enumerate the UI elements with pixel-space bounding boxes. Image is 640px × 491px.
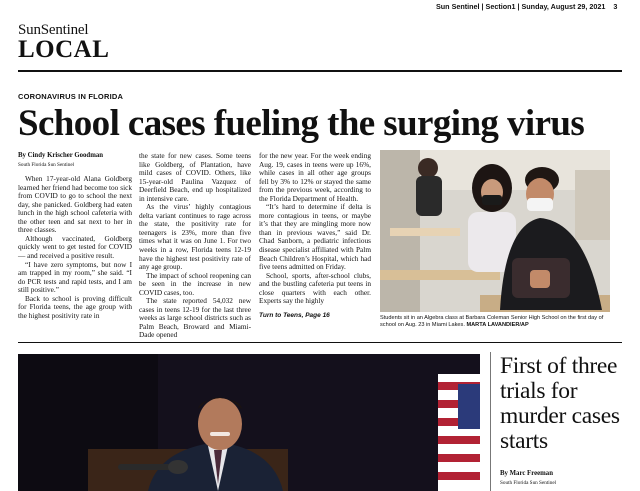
photo-caption xyxy=(380,315,612,329)
classroom-photo xyxy=(380,150,610,312)
caption-text: Students sit in an Algebra class at Barbara Coleman Senior High School on the first day of school on Aug. 23 in Miami Lakes. xyxy=(380,315,604,328)
paragraph: As the virus’ highly contagious delta variant continues to rage across the state, the positivity rate for teenagers is 23%, more than five times what it was on June 1. For two weeks in a row, Florida teens 12-19 have the highest test positivity rate of any age group. xyxy=(139,202,251,272)
story-kicker: CORONAVIRUS IN FLORIDA xyxy=(18,92,124,101)
paragraph: School, sports, after-school clubs, and the bustling cafeteria put teens in close quarters with each other. Experts say the highly xyxy=(259,270,371,306)
paragraph: The state reported 54,032 new cases in teens 12-19 for the last three weeks as large school districts such as Palm Beach, Broward and Miami-Dade opened xyxy=(139,296,251,340)
masthead-line xyxy=(436,2,617,11)
courtroom-photo xyxy=(18,354,480,491)
second-byline: By Marc Freeman xyxy=(500,470,553,477)
byline-outlet: South Florida Sun Sentinel xyxy=(18,161,75,168)
page-number: 3 xyxy=(613,2,618,11)
paragraph: Although vaccinated, Goldberg quickly went to get tested for COVID — and received a positive result. xyxy=(18,233,132,261)
second-headline[interactable]: First of three trials for murder cases starts xyxy=(500,353,620,454)
paragraph: for the new year. For the week ending Aug. 19, cases in teens were up 16%, while cases in all other age groups fell by 3% to 12% or stayed the same from the previous week, according to the Florida Department of Health. xyxy=(259,151,371,203)
paragraph: The impact of school reopening can be seen in the increase in new COVID cases, too. xyxy=(139,270,251,297)
photo-credit: MARTA LAVANDIER/AP xyxy=(466,322,529,328)
section-divider xyxy=(18,342,622,343)
main-headline: School cases fueling the surging virus xyxy=(18,103,585,144)
paragraph: the state for new cases. Some teens like Goldberg, of Plantation, have mild cases of COVID. Others, like 15-year-old Paulina Vazquez of Deerfield Beach, end up hospitalized in intensive care. xyxy=(139,151,251,203)
column-divider xyxy=(490,352,491,491)
byline: By Cindy Krischer Goodman xyxy=(18,152,104,159)
paragraph: “I have zero symptoms, but now I am trapped in my room,” she said. “I do PCR tests and rapid tests, and I am still positive.” xyxy=(18,259,132,295)
section-title: LOCAL xyxy=(18,36,110,63)
article-column-3 xyxy=(259,152,371,320)
masthead-text: Sun Sentinel | Section1 | Sunday, August 29, 2021 xyxy=(436,2,606,11)
brand-logo: SunSentinel xyxy=(18,22,89,38)
jump-line[interactable]: Turn to Teens, Page 16 xyxy=(259,311,330,319)
header-rule xyxy=(18,70,622,72)
article-column-1 xyxy=(18,152,132,320)
article-column-2 xyxy=(139,152,251,340)
second-byline-outlet: South Florida Sun Sentinel xyxy=(500,480,557,486)
paragraph: “It’s hard to determine if delta is more contagious in teens, or maybe it’s that they are mingling more now than in previous waves,” said Dr. Chad Sanborn, a pediatric infectious disease specialist affiliated with Palm Beach Children’s Hospital, which had five teens admitted on Friday. xyxy=(259,202,371,272)
paragraph: When 17-year-old Alana Goldberg learned her friend had become too sick from COVID to go to school the next day, she panicked. Goldberg had eaten lunch in the high school cafeteria with the other teen and sat next to her in three classes. xyxy=(18,174,132,235)
paragraph: Back to school is proving difficult for Florida teens, the age group with the highest positivity rate in xyxy=(18,293,132,320)
